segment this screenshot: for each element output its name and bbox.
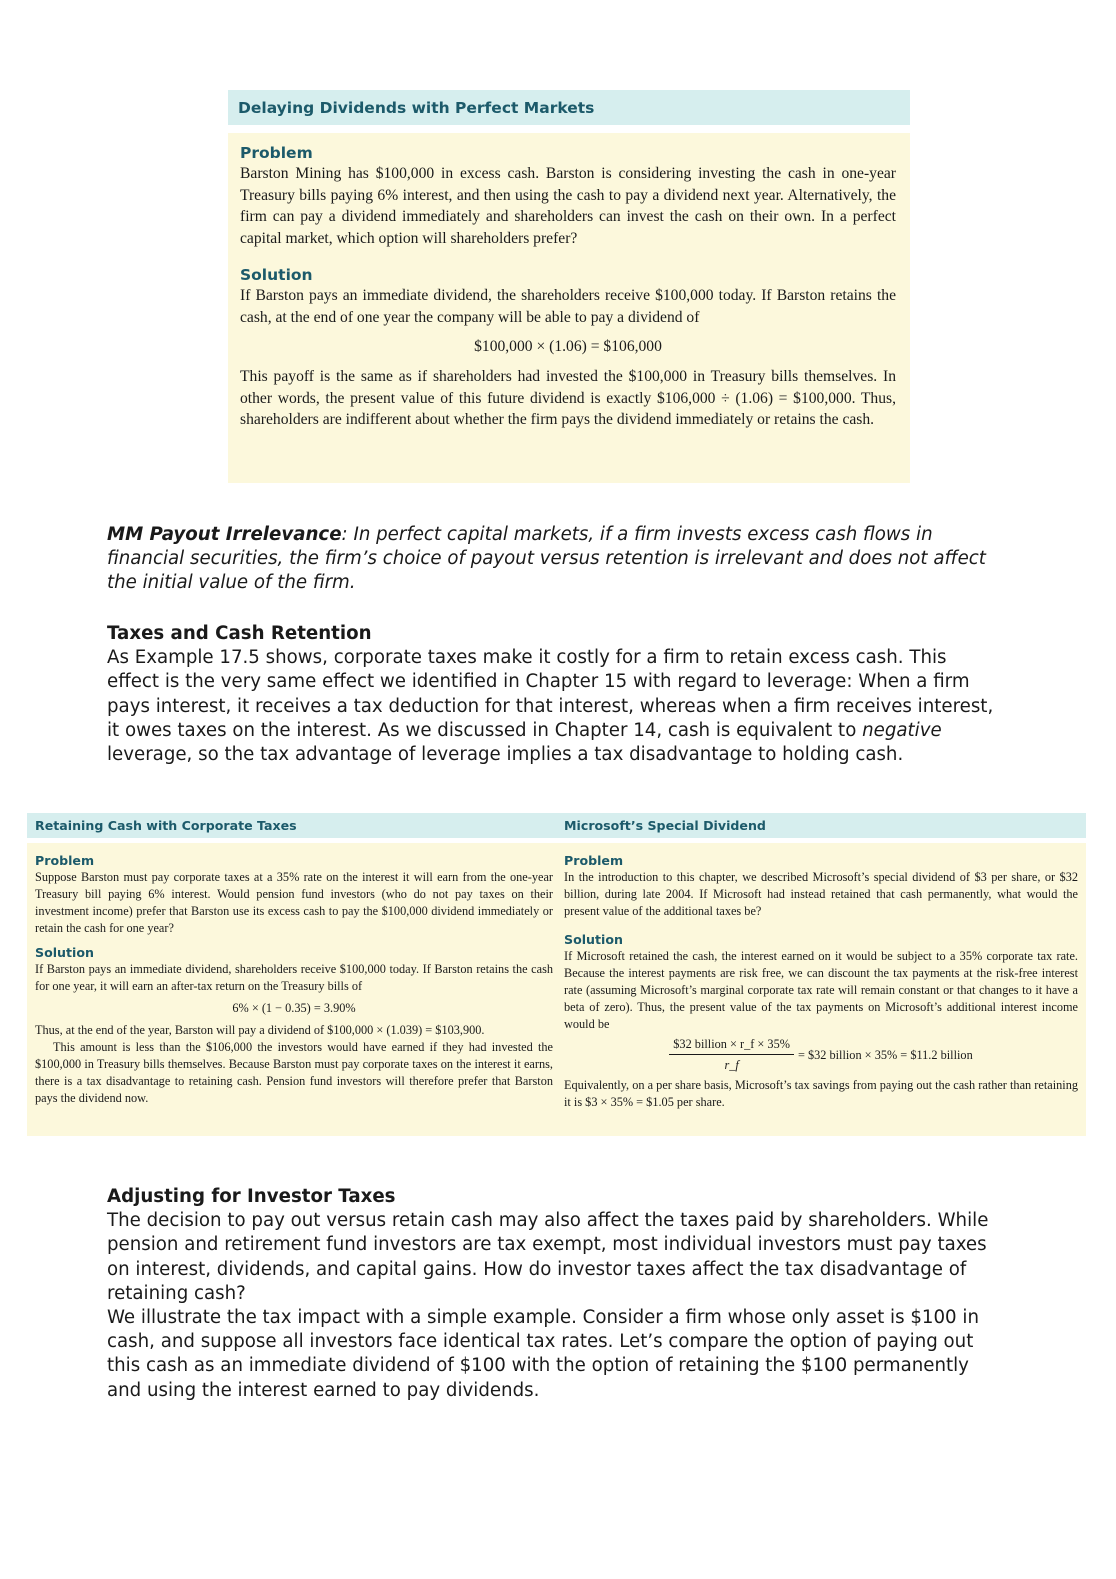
- solution-text: If Microsoft retained the cash, the interest earned on it would be subject to a 35% corporate tax rate. Because the interest payments are risk free, we can discount the tax payments at the risk-free interest rate (assuming Microsoft’s marginal corporate tax rate will remain constant or that changes to it have a beta of zero). Thus, the present value of the tax payments on Microsoft’s additional interest income would be: [564, 949, 1078, 1031]
- problem-text: In the introduction to this chapter, we described Microsoft’s special dividend of $3 per share, or $32 billion, during late 2004. If Microsoft had instead retained that cash permanently, what would the present value of the additional taxes be?: [564, 870, 1078, 918]
- solution-text: If Barston pays an immediate dividend, shareholders receive $100,000 today. If Barston retains the cash for one year, it will earn an after-tax return on the Treasury bills of: [35, 962, 553, 993]
- problem-text: Barston Mining has $100,000 in excess cash. Barston is considering investing the cash in one-year Treasury bills paying 6% interest, and then using the cash to pay a dividend next year. Alternatively, the firm can pay a dividend immediately and shareholders can invest the cash on their own. In a perfect capital market, which option will shareholders prefer?: [240, 165, 896, 247]
- solution-heading: Solution: [35, 945, 94, 960]
- formula-result: = $32 billion × 35% = $11.2 billion: [797, 1047, 973, 1062]
- mm-definition: : In perfect capital markets, if a firm invests excess cash flows in financial securities, the firm’s choice of payout versus retention is irrelevant and does not affect the initial value of the firm.: [107, 524, 986, 594]
- problem-text: Suppose Barston must pay corporate taxes at a 35% rate on the interest it will earn from the one-year Treasury bill paying 6% interest. Would pension fund investors (who do not pay taxes on their investment income) prefer that Barston use its excess cash to pay the $100,000 dividend immediately or retain the cash for one year?: [35, 870, 553, 935]
- equation: 6% × (1 − 0.35) = 3.90%: [232, 1001, 356, 1015]
- example-box-microsoft-dividend: [556, 813, 1086, 1136]
- example-box-retaining-cash: [27, 813, 561, 1136]
- problem-heading: Problem: [35, 853, 95, 868]
- example-box-delaying-dividends: [228, 90, 910, 483]
- result-text: Thus, at the end of the year, Barston will pay a dividend of $100,000 × (1.039) = $103,900.: [35, 1023, 485, 1037]
- equation: $100,000 × (1.06) = $106,000: [474, 338, 662, 355]
- solution-text: If Barston pays an immediate dividend, the shareholders receive $100,000 today. If Barston retains the cash, at the end of one year the company will be able to pay a dividend of: [240, 287, 896, 326]
- section-paragraph-2: We illustrate the tax impact with a simple example. Consider a firm whose only asset is $100 in cash, and suppose all investors face identical tax rates. Let’s compare the option of paying out this cash as an immediate dividend of $100 with the option of retaining the $100 permanently and using the interest earned to pay dividends.: [107, 1307, 979, 1401]
- formula-numerator: $32 billion × r_f × 35%: [669, 1037, 794, 1055]
- formula-denominator: r_f: [724, 1058, 739, 1072]
- section-investor-taxes: [107, 1185, 1002, 1403]
- conclusion-text: This amount is less than the $106,000 the investors would have earned if they had invested the $100,000 in Treasury bills themselves. Because Barston must pay corporate taxes on the interest it earns, there is a tax disadvantage to retaining cash. Pension fund investors will therefore prefer that Barston pays the dividend now.: [35, 1040, 553, 1105]
- problem-heading: Problem: [564, 853, 624, 868]
- section-paragraph-1: The decision to pay out versus retain cash may also affect the taxes paid by shareholders. While pension and retirement fund investors are tax exempt, most individual investors must pay taxes on interest, dividends, and capital gains. How do investor taxes affect the tax disadvantage of retaining cash?: [107, 1210, 989, 1304]
- conclusion-text: This payoff is the same as if shareholders had invested the $100,000 in Treasury bills themselves. In other words, the present value of this future dividend is exactly $106,000 ÷ (1.06) = $100,000. Thus, shareholders are indifferent about whether the firm pays the dividend immediately or retains the cash.: [240, 368, 896, 428]
- mm-term: MM Payout Irrelevance: [107, 524, 342, 545]
- section-heading: Adjusting for Investor Taxes: [107, 1186, 396, 1207]
- conclusion-text: Equivalently, on a per share basis, Microsoft’s tax savings from paying out the cash rather than retaining it is $3 × 35% = $1.05 per share.: [564, 1078, 1078, 1109]
- pv-tax-formula: [564, 1037, 1078, 1073]
- solution-heading: Solution: [564, 932, 623, 947]
- example-title: Microsoft’s Special Dividend: [556, 813, 1086, 838]
- example-body: [27, 843, 561, 1136]
- example-title: Retaining Cash with Corporate Taxes: [27, 813, 561, 838]
- example-body: [228, 133, 910, 483]
- example-body: [556, 843, 1086, 1136]
- mm-payout-definition: [107, 523, 1002, 596]
- section-heading: Taxes and Cash Retention: [107, 623, 372, 644]
- section-taxes-cash-retention: [107, 622, 1002, 767]
- problem-heading: Problem: [240, 144, 313, 162]
- solution-heading: Solution: [240, 266, 313, 284]
- section-paragraph: As Example 17.5 shows, corporate taxes make it costly for a firm to retain excess cash. This effect is the very same effect we identified in Chapter 15 with regard to leverage: When a firm pays interest, it receives a tax deduction for that interest, whereas when a firm receives interest, it owes taxes on the interest. As we discussed in Chapter 14, cash is equivalent to negative leverage, so the tax advantage of leverage implies a tax disadvantage to holding cash.: [107, 647, 994, 766]
- example-title: Delaying Dividends with Perfect Markets: [228, 90, 910, 125]
